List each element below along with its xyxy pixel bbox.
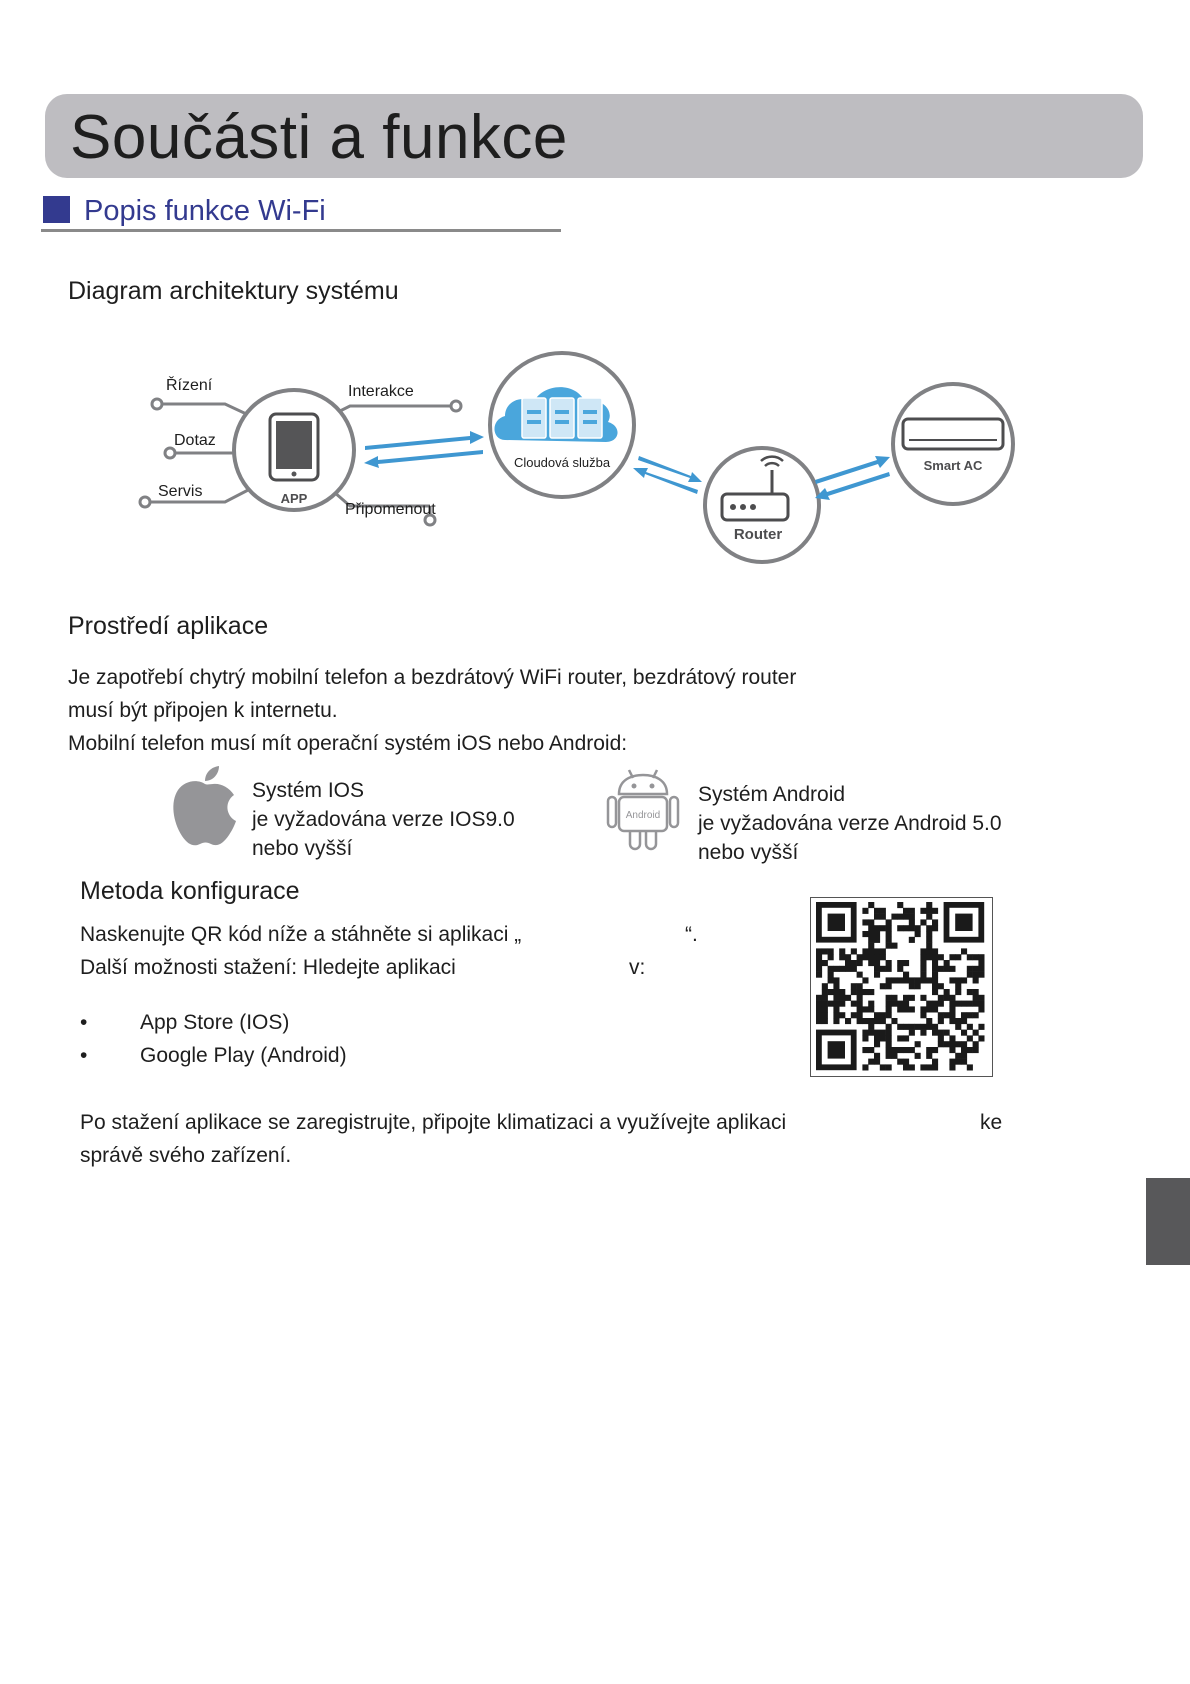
side-tab	[1146, 1178, 1190, 1265]
bullet-icon: •	[80, 1011, 88, 1034]
architecture-diagram	[0, 330, 1190, 570]
apple-icon	[170, 766, 240, 848]
node-query	[165, 448, 175, 458]
config-scan-end: “.	[685, 923, 698, 946]
after-line-1-end: ke	[980, 1111, 1003, 1134]
config-other-end: v:	[629, 956, 646, 979]
server-icons	[522, 398, 602, 438]
connector-control	[157, 404, 255, 418]
label-control: Řízení	[166, 377, 213, 394]
node-service	[140, 497, 150, 507]
arrows-app-cloud	[364, 431, 484, 468]
config-scan-start: Naskenujte QR kód níže a stáhněte si aplikaci „	[80, 923, 522, 946]
label-query: Dotaz	[174, 432, 216, 449]
section-title: Popis funkce Wi-Fi	[84, 195, 326, 227]
ios-name: Systém IOS	[252, 779, 365, 802]
ios-note: nebo vyšší	[252, 837, 353, 860]
label-service: Servis	[158, 483, 203, 500]
label-reminder: Připomenout	[345, 501, 436, 518]
environment-heading: Prostředí aplikace	[68, 612, 269, 640]
arrows-cloud-router	[633, 456, 702, 494]
label-cloud: Cloudová služba	[513, 455, 611, 470]
android-name: Systém Android	[698, 783, 846, 806]
section-marker	[43, 196, 70, 223]
page-title: Součásti a funkce	[70, 103, 568, 172]
arrows-router-ac	[815, 456, 890, 500]
bullet-icon: •	[80, 1044, 88, 1067]
config-heading: Metoda konfigurace	[80, 877, 300, 905]
connector-interaction	[330, 406, 456, 416]
environment-line-3: Mobilní telefon musí mít operační systém iOS nebo Android:	[68, 732, 628, 755]
android-note: nebo vyšší	[698, 841, 799, 864]
environment-line-1: Je zapotřebí chytrý mobilní telefon a bezdrátový WiFi router, bezdrátový router	[68, 666, 797, 689]
qr-code	[810, 897, 993, 1077]
android-badge: Android	[625, 810, 661, 821]
after-line-1-start: Po stažení aplikace se zaregistrujte, připojte klimatizaci a využívejte aplikaci	[80, 1111, 787, 1134]
ios-requirement: je vyžadována verze IOS9.0	[252, 808, 515, 831]
node-interaction	[451, 401, 461, 411]
android-requirement: je vyžadována verze Android 5.0	[698, 812, 1002, 835]
config-other-start: Další možnosti stažení: Hledejte aplikaci	[80, 956, 456, 979]
label-router: Router	[733, 526, 783, 543]
architecture-heading: Diagram architektury systému	[68, 277, 399, 305]
store-android: Google Play (Android)	[140, 1044, 347, 1067]
store-ios: App Store (IOS)	[140, 1011, 290, 1034]
android-icon	[605, 766, 681, 852]
label-smart-ac: Smart AC	[923, 458, 983, 473]
environment-line-2: musí být připojen k internetu.	[68, 699, 338, 722]
after-line-2: správě svého zařízení.	[80, 1144, 292, 1167]
ac-unit-icon	[903, 419, 1003, 449]
label-app: APP	[280, 491, 308, 506]
node-control	[152, 399, 162, 409]
label-interaction: Interakce	[348, 383, 414, 400]
section-underline	[41, 229, 561, 232]
